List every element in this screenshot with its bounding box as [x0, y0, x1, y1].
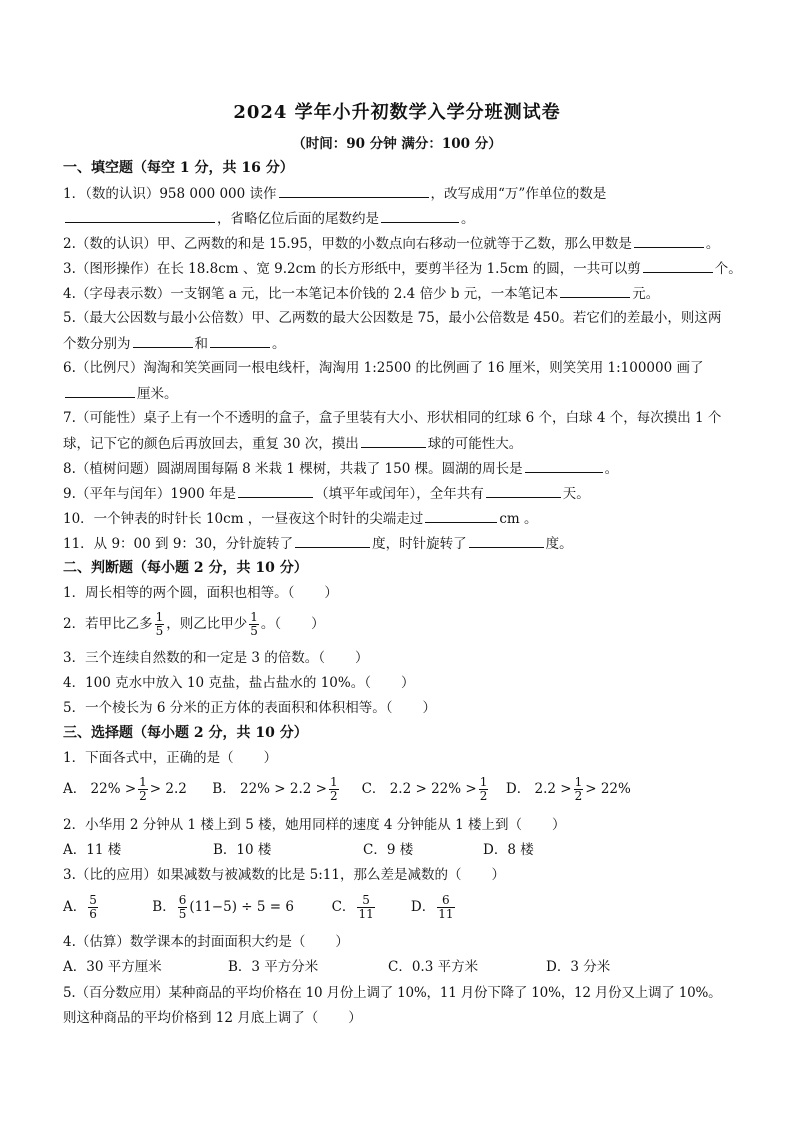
- fill-q7-line1: 7.（可能性）桌子上有一个不透明的盒子，盒子里装有大小、形状相同的红球 6 个，白球 4 个，每次摸出 1 个: [63, 410, 722, 426]
- judge-q2: 2．若甲比乙多 $\frac{1}{5}$ ，则乙比甲少 $\frac{1}{5}$ 。（ ）: [63, 610, 325, 638]
- answer-blank[interactable]: [525, 458, 603, 473]
- fill-q11: 11．从 9：00 到 9：30，分针旋转了 度，时针旋转了 度。: [63, 533, 753, 553]
- answer-blank[interactable]: [643, 258, 713, 273]
- fraction: $\frac{5}{11}$: [358, 893, 374, 921]
- fill-q10: 10．一个钟表的时针长 10cm ，一昼夜这个时针的尖端走过 cm 。: [63, 508, 753, 528]
- fill-q6-line1: 6.（比例尺）淘淘和笑笑画同一根电线杆，淘淘用 1:2500 的比例画了 16 厘米，则笑笑用 1:100000 画了: [63, 360, 704, 376]
- fill-q7-line2: 球，记下它的颜色后再放回去，重复 30 次，摸出 球的可能性大。: [63, 433, 753, 453]
- option-b[interactable]: B． $\frac{6}{5}$ (11−5) ÷ 5 = 6: [152, 893, 294, 921]
- choice-q3: 3.（比的应用）如果减数与被减数的比是 5:11，那么差是减数的（ ）: [63, 867, 505, 883]
- answer-blank[interactable]: [634, 233, 704, 248]
- answer-blank[interactable]: [486, 483, 561, 498]
- fill-q4: 4.（字母表示数）一支钢笔 a 元，比一本笔记本价钱的 2.4 倍少 b 元，一本笔记本 元。: [63, 283, 753, 303]
- answer-blank[interactable]: [279, 183, 429, 198]
- answer-blank[interactable]: [381, 208, 459, 223]
- fill-q6-line2: 厘米。: [63, 383, 753, 403]
- fill-q1-line2: ，省略亿位后面的尾数约是 。: [63, 208, 753, 228]
- answer-blank[interactable]: [560, 283, 630, 298]
- fraction: $\frac{1}{5}$: [155, 610, 164, 638]
- fraction: $\frac{1}{2}$: [139, 775, 147, 803]
- option-d[interactable]: D．3 分米: [546, 959, 611, 975]
- choice-q1: 1．下面各式中，正确的是（ ）: [63, 750, 278, 766]
- choice-q2: 2．小华用 2 分钟从 1 楼上到 5 楼，她用同样的速度 4 分钟能从 1 楼上到（ ）: [63, 817, 566, 833]
- answer-blank[interactable]: [238, 483, 313, 498]
- option-a[interactable]: A．11 楼: [63, 842, 122, 858]
- answer-blank[interactable]: [210, 333, 270, 348]
- judge-q5: 5．一个棱长为 6 分米的正方体的表面积和体积相等。（ ）: [63, 700, 437, 716]
- section-true-false: 二、判断题（每小题 2 分，共 10 分）: [63, 560, 308, 576]
- answer-blank[interactable]: [133, 333, 193, 348]
- option-c[interactable]: C． 2.2 > 22% > $\frac{1}{2}$: [361, 775, 488, 803]
- fraction: $\frac{1}{5}$: [250, 610, 258, 638]
- answer-blank[interactable]: [361, 433, 426, 448]
- fill-q5-line2: 个数分别为 和 。: [63, 333, 753, 353]
- answer-blank[interactable]: [65, 383, 135, 398]
- option-c[interactable]: C． $\frac{5}{11}$: [331, 893, 374, 921]
- fraction: $\frac{5}{6}$: [89, 893, 97, 921]
- section-fill-in: 一、填空题（每空 1 分，共 16 分）: [63, 160, 294, 176]
- option-d[interactable]: D． $\frac{6}{11}$: [410, 893, 454, 921]
- fraction: $\frac{1}{2}$: [329, 775, 338, 803]
- choice-q3-options: [63, 889, 753, 925]
- fill-q1-line1: 1．（数的认识）958 000 000 读作 ，改写成用“万”作单位的数是: [63, 183, 753, 203]
- answer-blank[interactable]: [65, 208, 215, 223]
- exam-title: 2024 学年小升初数学入学分班测试卷: [233, 102, 561, 123]
- fraction: $\frac{6}{5}$: [178, 893, 187, 921]
- answer-blank[interactable]: [425, 508, 497, 523]
- option-b[interactable]: B．10 楼: [213, 842, 272, 858]
- judge-q1: 1．周长相等的两个圆，面积也相等。（ ）: [63, 585, 338, 601]
- option-a[interactable]: A．30 平方厘米: [63, 959, 162, 975]
- fraction: $\frac{1}{2}$: [574, 775, 583, 803]
- option-b[interactable]: B． 22% > 2.2 > $\frac{1}{2}$: [212, 775, 338, 803]
- judge-q3: 3．三个连续自然数的和一定是 3 的倍数。（ ）: [63, 650, 369, 666]
- option-a[interactable]: A． 22% > $\frac{1}{2}$ > 2.2: [63, 775, 187, 803]
- option-d[interactable]: D．8 楼: [483, 842, 534, 858]
- answer-blank[interactable]: [469, 533, 544, 548]
- choice-q5-line1: 5.（百分数应用）某种商品的平均价格在 10 月份上调了 10%，11 月份下降了 10%，12 月份又上调了 10%。: [63, 985, 722, 1001]
- option-b[interactable]: B．3 平方分米: [228, 959, 319, 975]
- option-c[interactable]: C．0.3 平方米: [388, 959, 479, 975]
- fraction: $\frac{1}{2}$: [479, 775, 488, 803]
- section-multiple-choice: 三、选择题（每小题 2 分，共 10 分）: [63, 725, 308, 741]
- answer-blank[interactable]: [295, 533, 370, 548]
- fraction: $\frac{6}{11}$: [438, 893, 454, 921]
- choice-q2-options: [63, 840, 753, 860]
- option-a[interactable]: A． $\frac{5}{6}$: [63, 893, 97, 921]
- judge-q4: 4．100 克水中放入 10 克盐，盐占盐水的 10%。（ ）: [63, 675, 415, 691]
- choice-q5-line2: 则这种商品的平均价格到 12 月底上调了（ ）: [63, 1010, 362, 1026]
- choice-q1-options: [63, 771, 753, 807]
- fill-q2: 2.（数的认识）甲、乙两数的和是 15.95，甲数的小数点向右移动一位就等于乙数，那么甲数是 。: [63, 233, 753, 253]
- option-c[interactable]: C．9 楼: [363, 842, 414, 858]
- fill-q3: 3.（图形操作）在长 18.8cm 、宽 9.2cm 的长方形纸中，要剪半径为 1.5cm 的圆，一共可以剪 个。: [63, 258, 753, 278]
- fill-q8: 8.（植树问题）圆湖周围每隔 8 米栽 1 棵树，共栽了 150 棵。圆湖的周长是 。: [63, 458, 753, 478]
- choice-q4: 4.（估算）数学课本的封面面积大约是（ ）: [63, 934, 349, 950]
- fill-q9: 9.（平年与闰年）1900 年是 （填平年或闰年），全年共有 天。: [63, 483, 753, 503]
- fill-q5-line1: 5.（最大公因数与最小公倍数）甲、乙两数的最大公因数是 75，最小公倍数是 450。若它们的差最小，则这两: [63, 310, 722, 326]
- choice-q4-options: [63, 957, 753, 977]
- exam-subtitle: （时间：90 分钟 满分：100 分）: [292, 136, 502, 152]
- option-d[interactable]: D． 2.2 > $\frac{1}{2}$ > 22%: [505, 775, 631, 803]
